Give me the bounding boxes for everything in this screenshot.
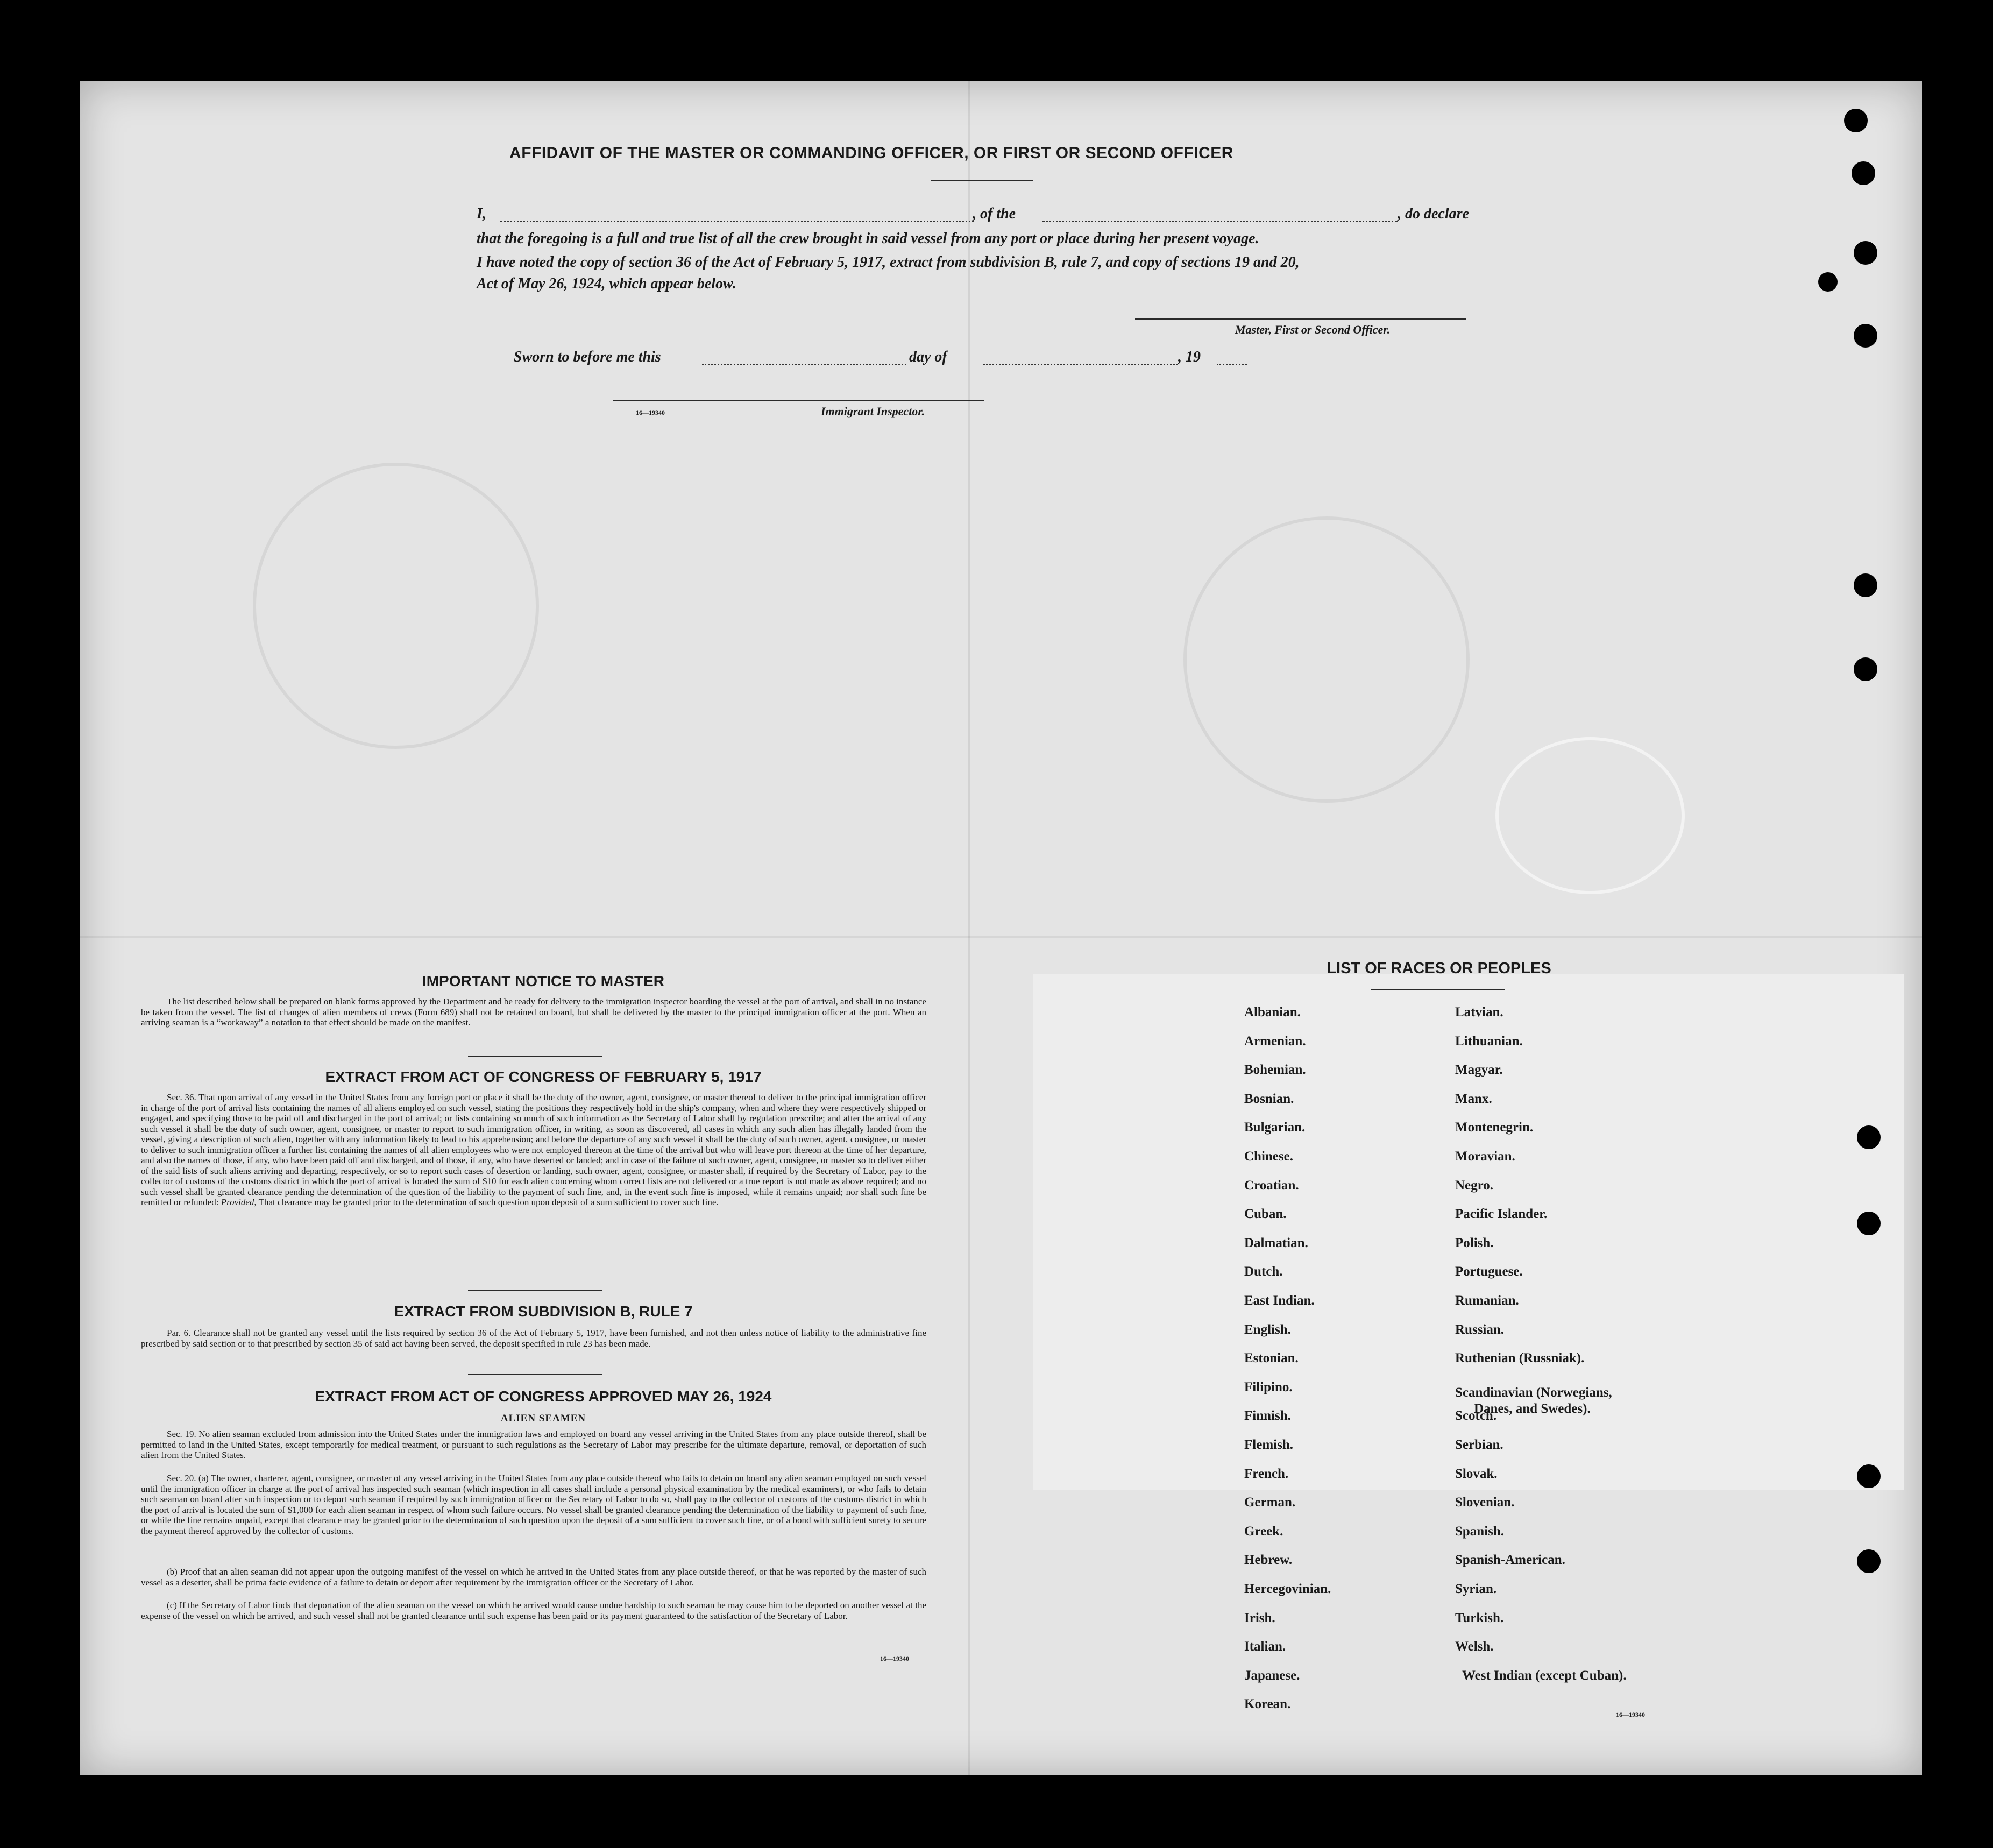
race-item: Rumanian. [1455,1293,1519,1308]
race-item: Hercegovinian. [1244,1582,1331,1596]
inspector-caption: Immigrant Inspector. [821,405,925,418]
day-of-text: day of [909,349,947,365]
punch-hole [1844,109,1868,132]
race-item: Bosnian. [1244,1091,1294,1106]
race-item: Japanese. [1244,1668,1300,1683]
section-divider [468,1056,602,1057]
race-item: Polish. [1455,1235,1494,1250]
race-item: Spanish-American. [1455,1553,1565,1568]
race-item: Welsh. [1455,1639,1494,1654]
notice-title: IMPORTANT NOTICE TO MASTER [422,973,665,989]
form-number: 16—19340 [880,1655,909,1662]
race-item: German. [1244,1495,1296,1510]
race-item: Moravian. [1455,1149,1515,1164]
extract-1917-text: Sec. 36. That upon arrival of any vessel in the United States from any foreign port or place it shall be the duty of the owner, agent, consignee, or master thereof to deliver to the principal immigration officer in charge of the port of arrival lists containing the names of all aliens employed on such vessel, stating the positions they respectively hold in the ship's company, when and where they were respectively shipped or engaged, and specifying those to be paid off and discharged in the port of arrival; or lists containing so much of such information as the Secretary of Labor shall by regulation prescribe; and after the arrival of any such vessel it shall be the duty of such owner, agent, consignee, or master to report to such immigration officer, in writing, as soon as discovered, all cases in which any such alien has illegally landed from the vessel, giving a description of such alien, together with any information likely to lead to his apprehension; and before the departure of any such vessel it shall be the duty of such owner, agent, consignee, or master to deliver to such immigration officer a further list containing the names of all alien employees who were not employed thereon at the time of the arrival but who will leave port thereon at the time of her departure, and also the names of those, if any, who have been paid off and discharged, and of those, if any, who have deserted or landed; and in case of the failure of such owner, agent, consignee, or master so to deliver either of the said lists of such aliens arriving and departing, respectively, or so to report such cases of desertion or landing, such owner, agent, consignee, or master shall, if required by the Secretary of Labor, pay to the collector of customs of the customs district in which the port of arrival is located the sum of $10 for each alien concerning whom correct lists are not delivered or a true report is not made as above required; and no such vessel shall be granted clearance pending the determination of the question of the liability to the payment of such fine, and, in the event such fine is imposed, while it remains unpaid; nor shall such fine be remitted or refunded: Provided, That clearance may be granted prior to the determination of such question upon deposit of a sum sufficient to cover such fine. [141,1092,926,1207]
race-item: Finnish. [1244,1408,1291,1424]
affidavit-line3: I have noted the copy of section 36 of the Act of February 5, 1917, extract from subdivision B, rule 7, and copy of sections 19 and 20, [477,254,1300,271]
master-signature-line[interactable] [1135,318,1466,320]
form-number: 16—19340 [1616,1711,1645,1718]
race-item: Bulgarian. [1244,1120,1306,1135]
sworn-text: Sworn to before me this [514,349,661,365]
affidavit-declare: , do declare [1398,206,1469,222]
race-item: Filipino. [1244,1379,1293,1394]
race-item: Turkish. [1455,1610,1504,1625]
sec20a-text: Sec. 20. (a) The owner, charterer, agent, consignee, or master of any vessel arriving in the United States from any place outside thereof who fails to detain on board any alien seaman employed on such vessel until the immigration officer in charge at the port of arrival has inspected such seaman (which inspection in all cases shall include a personal physical examination by the medical examiners), or who fails to detain such seaman on board after such inspection or to deport such seaman if required by such immigration officer or the Secretary of Labor to do so, shall pay to the collector of customs of the customs district in which the port of arrival is located the sum of $1,000 for each alien seaman in respect of whom such failure occurs. No vessel shall be granted clearance pending the determination of the liability to payment of such fine, or while the fine remains unpaid, except that clearance may be granted prior to the determination of such question upon the deposit of a sum sufficient to cover such fine, or of a bond with sufficient surety to secure the payment thereof approved by the collector of customs. [141,1473,926,1536]
race-item: Negro. [1455,1178,1494,1193]
affidavit-title: AFFIDAVIT OF THE MASTER OR COMMANDING OFFICER, OR FIRST OR SECOND OFFICER [509,144,1233,162]
race-item: Dalmatian. [1244,1235,1308,1250]
race-item: Manx. [1455,1091,1492,1106]
sec20b-text: (b) Proof that an alien seaman did not appear upon the outgoing manifest of the vessel on which he arrived in the United States from any place outside thereof, or that he was reported by the master of such vessel as a deserter, shall be prima facie evidence of a failure to detain or deport after requirement by the immigration officer or the Secretary of Labor. [141,1567,926,1588]
punch-hole [1854,324,1877,348]
race-item: Korean. [1244,1697,1291,1712]
affidavit-line2: that the foregoing is a full and true list of all the crew brought in said vessel from any port or place during her present voyage. [477,230,1259,247]
race-item: Irish. [1244,1610,1275,1625]
race-item: Syrian. [1455,1582,1497,1596]
punch-hole [1852,161,1875,185]
month-blank[interactable] [983,364,1178,365]
embossed-seal-left [253,463,539,749]
notice-text: The list described below shall be prepared on blank forms approved by the Department and be ready for delivery to the immigration inspector boarding the vessel at the port of arrival, and shall in no instance be taken from the vessel. The list of changes of alien members of crews (Form 689) shall not be retained on board, but shall be delivered by the master to the principal immigration officer at the port. When an arriving seaman is a “workaway” a notation to that effect should be made on the manifest. [141,996,926,1028]
rule7-text: Par. 6. Clearance shall not be granted any vessel until the lists required by section 36 of the Act of February 5, 1917, have been furnished, and not then unless notice of liability to the administrative fine prescribed by said section or to that prescribed by section 35 of said act having been served, the deposit specified in rule 23 has been made. [141,1328,926,1349]
races-title: LIST OF RACES OR PEOPLES [1327,960,1551,977]
embossed-seal-right [1183,516,1470,803]
sec19-text: Sec. 19. No alien seaman excluded from admission into the United States under the immigration laws and employed on board any vessel arriving in the United States from any place outside thereof, shall be permitted to land in the United States, except temporarily for medical treatment, or pursuant to such regulations as the Secretary of Labor may prescribe for the ultimate departure, removal, or deportation of such alien from the United States. [141,1429,926,1460]
race-item: East Indian. [1244,1293,1315,1308]
race-item: Cuban. [1244,1207,1287,1222]
race-item: Scandinavian (Norwegians, [1455,1385,1612,1400]
race-item: Lithuanian. [1455,1033,1523,1049]
race-item: West Indian (except Cuban). [1462,1668,1627,1683]
race-item: Russian. [1455,1322,1505,1337]
race-item: Croatian. [1244,1178,1299,1193]
race-item: Italian. [1244,1639,1286,1654]
day-blank[interactable] [702,364,906,365]
punch-hole [1857,1464,1881,1488]
race-item: Ruthenian (Russniak). [1455,1351,1585,1366]
race-item: Armenian. [1244,1033,1306,1049]
race-item: Flemish. [1244,1438,1293,1452]
fold-line-vertical [968,81,970,1775]
punch-hole [1857,1212,1881,1235]
punch-hole [1854,657,1877,681]
race-item: Estonian. [1244,1351,1299,1366]
race-item: Slovenian. [1455,1495,1515,1510]
race-item: Montenegrin. [1455,1120,1534,1135]
extract-1924-title: EXTRACT FROM ACT OF CONGRESS APPROVED MAY 26, 1924 [315,1388,772,1405]
inspector-signature-line[interactable] [613,400,984,401]
name-blank[interactable] [500,221,974,222]
affidavit-i: I, [477,206,486,222]
embossed-stamp [1495,737,1685,894]
year-blank[interactable] [1217,364,1247,365]
affidavit-of-the: , of the [973,206,1016,222]
race-item: Serbian. [1455,1438,1503,1452]
race-item: Hebrew. [1244,1553,1293,1568]
rule7-title: EXTRACT FROM SUBDIVISION B, RULE 7 [394,1303,693,1320]
punch-hole [1854,573,1877,597]
race-item: English. [1244,1322,1291,1337]
race-item: French. [1244,1466,1289,1481]
race-item: Scotch. [1455,1408,1497,1424]
race-item: Slovak. [1455,1466,1498,1481]
sec20c-text: (c) If the Secretary of Labor finds that deportation of the alien seaman on the vessel on which he arrived would cause undue hardship to such seaman he may cause him to be deported on another vessel at the expense of the vessel on which he arrived, and such vessel shall not be granted clearance until such expense has been paid or its payment guaranteed to the satisfaction of the Secretary of Labor. [141,1600,926,1621]
race-item: Dutch. [1244,1264,1283,1279]
fold-line-horizontal [80,936,1922,938]
race-item: Albanian. [1244,1005,1301,1019]
affidavit-line4: Act of May 26, 1924, which appear below. [477,275,736,292]
master-caption: Master, First or Second Officer. [1235,323,1391,336]
race-item: Greek. [1244,1524,1283,1539]
section-divider [468,1374,602,1375]
race-item: Chinese. [1244,1149,1293,1164]
race-item: Latvian. [1455,1005,1503,1019]
punch-hole [1857,1125,1881,1149]
punch-hole [1854,241,1877,265]
punch-hole [1857,1549,1881,1573]
race-item: Bohemian. [1244,1063,1306,1078]
year-text: , 19 [1178,349,1201,365]
race-item: Portuguese. [1455,1264,1523,1279]
vessel-blank[interactable] [1042,221,1398,222]
extract-1924-subtitle: ALIEN SEAMEN [500,1413,586,1424]
race-item: Pacific Islander. [1455,1207,1548,1222]
section-divider [468,1290,602,1291]
punch-hole [1818,272,1838,292]
race-item: Magyar. [1455,1063,1503,1078]
race-item: Danes, and Swedes). [1474,1401,1591,1416]
extract-1917-title: EXTRACT FROM ACT OF CONGRESS OF FEBRUARY 5, 1917 [325,1068,762,1085]
races-title-underline [1371,989,1505,990]
race-item: Spanish. [1455,1524,1505,1539]
form-number: 16—19340 [636,409,665,416]
title-underline [931,180,1033,181]
